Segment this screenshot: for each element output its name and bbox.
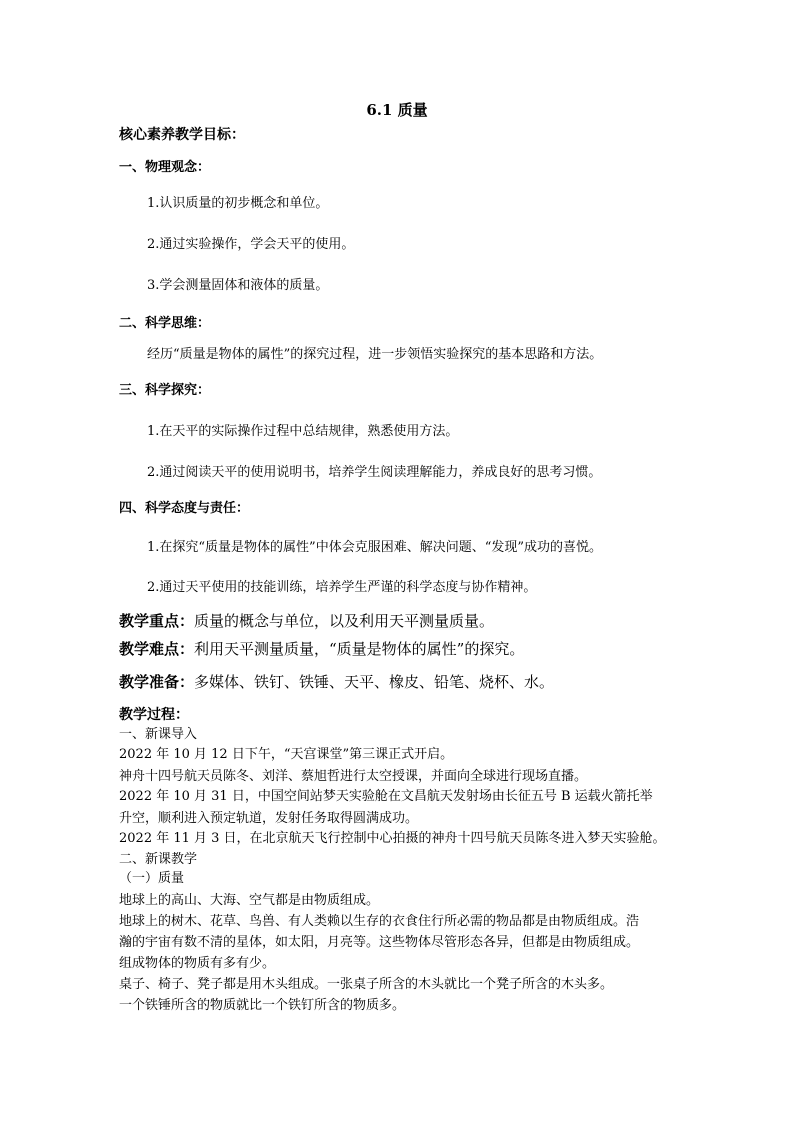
section1-item: 3.学会测量固体和液体的质量。 [147, 278, 329, 293]
preparation [119, 671, 554, 692]
key-points-text: 质量的概念与单位，以及利用天平测量质量。 [194, 612, 495, 630]
section2-heading: 二、科学思维： [119, 316, 211, 331]
process-line: 一、新课导入 [119, 727, 198, 742]
section3-heading: 三、科学探究： [119, 383, 211, 398]
page-title: 6.1 质量 [366, 101, 428, 119]
difficult-points-text: 利用天平测量质量，“质量是物体的属性”的探究。 [194, 640, 525, 658]
process-line: 神舟十四号航天员陈冬、刘洋、蔡旭哲进行太空授课，并面向全球进行现场直播。 [119, 769, 588, 784]
section4-item: 2.通过天平使用的技能训练，培养学生严谨的科学态度与协作精神。 [147, 580, 537, 595]
process-line: 升空，顺利进入预定轨道，发射任务取得圆满成功。 [119, 811, 419, 826]
preparation-label: 教学准备： [119, 673, 195, 691]
process-line: 桌子、椅子、凳子都是用木头组成。一张桌子所含的木头就比一个凳子所含的木头多。 [119, 977, 614, 992]
process-line: （一）质量 [119, 871, 185, 886]
process-line: 一个铁锤所含的物质就比一个铁钉所含的物质多。 [119, 998, 406, 1013]
section1-item: 1.认识质量的初步概念和单位。 [147, 196, 329, 211]
key-points [119, 610, 494, 631]
difficult-points-label: 教学难点： [119, 640, 195, 658]
process-line: 2022 年 10 月 31 日，中国空间站梦天实验舱在文昌航天发射场由长征五号 B 运载火箭托举 [119, 789, 653, 804]
preparation-text: 多媒体、铁钉、铁锤、天平、橡皮、铅笔、烧杯、水。 [194, 673, 555, 691]
section1-item: 2.通过实验操作，学会天平的使用。 [147, 237, 355, 252]
section1-heading: 一、物理观念： [119, 160, 211, 175]
process-line: 瀚的宇宙有数不清的星体，如太阳，月亮等。这些物体尽管形态各异，但都是由物质组成。 [119, 935, 640, 950]
section4-item: 1.在探究“质量是物体的属性”中体会克服困难、解决问题、“发现”成功的喜悦。 [147, 540, 602, 555]
key-points-label: 教学重点： [119, 612, 195, 630]
process-line: 2022 年 11 月 3 日，在北京航天飞行控制中心拍摄的神舟十四号航天员陈冬进入梦天实验舱。 [119, 831, 666, 846]
process-line: 二、新课教学 [119, 852, 198, 867]
process-line: 组成物体的物质有多有少。 [119, 956, 276, 971]
goals-heading: 核心素养教学目标： [119, 127, 245, 143]
section2-text: 经历“质量是物体的属性”的探究过程，进一步领悟实验探究的基本思路和方法。 [147, 347, 603, 362]
difficult-points [119, 638, 524, 659]
section3-item: 1.在天平的实际操作过程中总结规律，熟悉使用方法。 [147, 424, 459, 439]
section3-item: 2.通过阅读天平的使用说明书，培养学生阅读理解能力，养成良好的思考习惯。 [147, 465, 602, 480]
section4-heading: 四、科学态度与责任： [119, 501, 250, 516]
process-line: 地球上的高山、大海、空气都是由物质组成。 [119, 893, 380, 908]
process-line: 2022 年 10 月 12 日下午，“天宫课堂”第三课正式开启。 [119, 747, 454, 762]
process-heading: 教学过程： [119, 707, 189, 723]
process-line: 地球上的树木、花草、鸟兽、有人类赖以生存的衣食住行所必需的物品都是由物质组成。浩 [119, 914, 640, 929]
